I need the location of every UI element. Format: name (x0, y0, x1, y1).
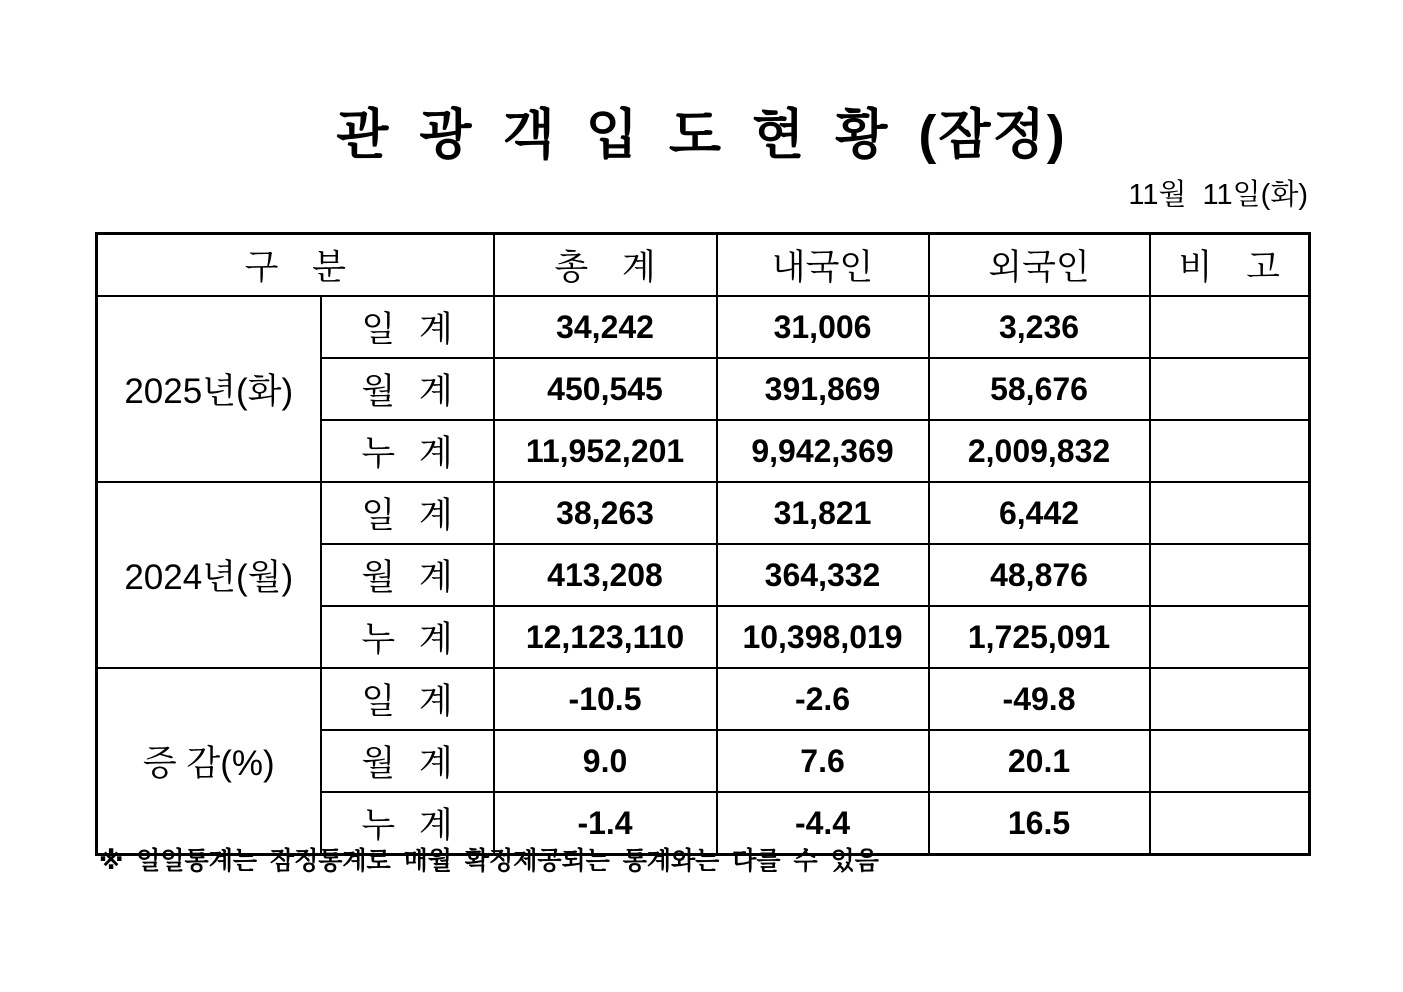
note-cell (1150, 296, 1310, 358)
foreign-value: 2,009,832 (929, 420, 1150, 482)
total-value: 9.0 (494, 730, 717, 792)
domestic-value: -4.4 (717, 792, 929, 855)
group-label-2024: 2024년(월) (97, 482, 321, 668)
domestic-value: 391,869 (717, 358, 929, 420)
table-row (97, 482, 1310, 544)
note-cell (1150, 668, 1310, 730)
foreign-value: 16.5 (929, 792, 1150, 855)
table-row (97, 668, 1310, 730)
domestic-value: 7.6 (717, 730, 929, 792)
foreign-value: 6,442 (929, 482, 1150, 544)
total-value: 38,263 (494, 482, 717, 544)
row-label: 월 계 (321, 358, 494, 420)
column-header-total: 총 계 (494, 234, 717, 297)
total-value: 413,208 (494, 544, 717, 606)
group-label-2025: 2025년(화) (97, 296, 321, 482)
note-cell (1150, 420, 1310, 482)
footnote: ※ 일일통계는 잠정통계로 매월 확정제공되는 통계와는 다를 수 있음 (99, 847, 879, 875)
note-cell (1150, 606, 1310, 668)
total-value: 450,545 (494, 358, 717, 420)
total-value: 11,952,201 (494, 420, 717, 482)
foreign-value: 3,236 (929, 296, 1150, 358)
row-label: 누 계 (321, 792, 494, 855)
foreign-value: -49.8 (929, 668, 1150, 730)
column-header-domestic: 내국인 (717, 234, 929, 297)
row-label: 누 계 (321, 606, 494, 668)
row-label: 월 계 (321, 544, 494, 606)
domestic-value: 10,398,019 (717, 606, 929, 668)
note-cell (1150, 792, 1310, 855)
total-value: -10.5 (494, 668, 717, 730)
row-label: 일 계 (321, 482, 494, 544)
foreign-value: 1,725,091 (929, 606, 1150, 668)
domestic-value: 31,006 (717, 296, 929, 358)
group-label-change: 증 감(%) (97, 668, 321, 855)
note-cell (1150, 482, 1310, 544)
note-cell (1150, 730, 1310, 792)
domestic-value: 31,821 (717, 482, 929, 544)
note-cell (1150, 358, 1310, 420)
row-label: 일 계 (321, 296, 494, 358)
page-title: 관 광 객 입 도 현 황 (잠정) (336, 105, 1067, 165)
domestic-value: -2.6 (717, 668, 929, 730)
row-label: 누 계 (321, 420, 494, 482)
foreign-value: 20.1 (929, 730, 1150, 792)
domestic-value: 9,942,369 (717, 420, 929, 482)
domestic-value: 364,332 (717, 544, 929, 606)
column-header-foreign: 외국인 (929, 234, 1150, 297)
report-date: 11월 11일(화) (1128, 179, 1308, 211)
header-row (97, 234, 1310, 297)
total-value: 12,123,110 (494, 606, 717, 668)
row-label: 월 계 (321, 730, 494, 792)
column-header-category: 구 분 (97, 234, 494, 297)
row-label: 일 계 (321, 668, 494, 730)
total-value: 34,242 (494, 296, 717, 358)
tourist-stats-table (95, 232, 1311, 856)
foreign-value: 48,876 (929, 544, 1150, 606)
column-header-note: 비 고 (1150, 234, 1310, 297)
note-cell (1150, 544, 1310, 606)
total-value: -1.4 (494, 792, 717, 855)
foreign-value: 58,676 (929, 358, 1150, 420)
table-row (97, 296, 1310, 358)
